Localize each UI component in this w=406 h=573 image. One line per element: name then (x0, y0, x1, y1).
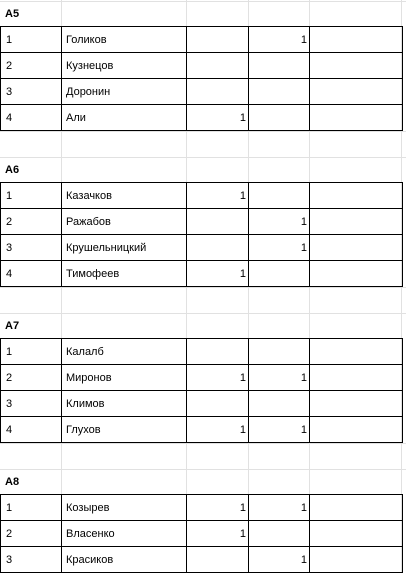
empty-cell[interactable] (310, 391, 403, 417)
score-cell-2[interactable]: 1 (249, 365, 310, 391)
table-row (1, 235, 403, 261)
group-label[interactable]: А8 (5, 476, 20, 488)
score-cell-1[interactable]: 1 (187, 261, 249, 287)
row-number-cell[interactable]: 3 (1, 235, 62, 261)
table-row (1, 105, 403, 131)
empty-cell[interactable] (310, 521, 403, 547)
score-cell-2[interactable]: 1 (249, 547, 310, 573)
player-name-cell[interactable]: Доронин (62, 79, 187, 105)
group-table (0, 494, 403, 573)
player-name-cell[interactable]: Глухов (62, 417, 187, 443)
table-row (1, 261, 403, 287)
empty-cell[interactable] (310, 209, 403, 235)
player-name-cell[interactable]: Климов (62, 391, 187, 417)
score-cell-1[interactable]: 1 (187, 183, 249, 209)
row-number-cell[interactable]: 2 (1, 365, 62, 391)
player-name-cell[interactable]: Голиков (62, 27, 187, 53)
row-number-cell[interactable]: 2 (1, 209, 62, 235)
score-cell-1[interactable] (187, 391, 249, 417)
player-name-cell[interactable]: Миронов (62, 365, 187, 391)
player-name-cell[interactable]: Калалб (62, 339, 187, 365)
empty-cell[interactable] (310, 27, 403, 53)
row-gridline (0, 157, 406, 158)
empty-cell[interactable] (310, 547, 403, 573)
row-gridline (0, 469, 406, 470)
player-name-cell[interactable]: Али (62, 105, 187, 131)
group-table (0, 338, 403, 443)
row-number-cell[interactable]: 3 (1, 547, 62, 573)
score-cell-2[interactable]: 1 (249, 495, 310, 521)
score-cell-2[interactable] (249, 339, 310, 365)
group-label[interactable]: А7 (5, 320, 20, 332)
player-name-cell[interactable]: Козырев (62, 495, 187, 521)
row-number-cell[interactable]: 4 (1, 261, 62, 287)
row-number-cell[interactable]: 2 (1, 53, 62, 79)
group-label[interactable]: А5 (5, 8, 20, 20)
player-name-cell[interactable]: Красиков (62, 547, 187, 573)
group-table (0, 182, 403, 287)
empty-cell[interactable] (310, 495, 403, 521)
score-cell-2[interactable]: 1 (249, 235, 310, 261)
row-number-cell[interactable]: 4 (1, 417, 62, 443)
score-cell-1[interactable] (187, 209, 249, 235)
player-name-cell[interactable]: Ражабов (62, 209, 187, 235)
group-label[interactable]: А6 (5, 164, 20, 176)
table-row (1, 53, 403, 79)
score-cell-2[interactable] (249, 391, 310, 417)
empty-cell[interactable] (310, 79, 403, 105)
row-gridline (0, 131, 406, 132)
score-cell-2[interactable] (249, 105, 310, 131)
score-cell-2[interactable]: 1 (249, 209, 310, 235)
score-cell-2[interactable] (249, 521, 310, 547)
table-row (1, 79, 403, 105)
row-gridline (0, 443, 406, 444)
table-row (1, 547, 403, 573)
score-cell-1[interactable] (187, 547, 249, 573)
empty-cell[interactable] (310, 365, 403, 391)
empty-cell[interactable] (310, 417, 403, 443)
row-number-cell[interactable]: 1 (1, 495, 62, 521)
table-row (1, 183, 403, 209)
score-cell-1[interactable]: 1 (187, 105, 249, 131)
table-row (1, 521, 403, 547)
player-name-cell[interactable]: Тимофеев (62, 261, 187, 287)
score-cell-1[interactable] (187, 235, 249, 261)
player-name-cell[interactable]: Крушельницкий (62, 235, 187, 261)
empty-cell[interactable] (310, 105, 403, 131)
row-number-cell[interactable]: 2 (1, 521, 62, 547)
score-cell-2[interactable]: 1 (249, 417, 310, 443)
score-cell-2[interactable] (249, 183, 310, 209)
row-number-cell[interactable]: 3 (1, 391, 62, 417)
empty-cell[interactable] (310, 183, 403, 209)
score-cell-2[interactable] (249, 261, 310, 287)
table-row (1, 495, 403, 521)
empty-cell[interactable] (310, 261, 403, 287)
row-number-cell[interactable]: 3 (1, 79, 62, 105)
empty-cell[interactable] (310, 235, 403, 261)
row-gridline (0, 1, 406, 2)
score-cell-1[interactable]: 1 (187, 365, 249, 391)
table-row (1, 27, 403, 53)
row-gridline (0, 287, 406, 288)
score-cell-1[interactable] (187, 339, 249, 365)
empty-cell[interactable] (310, 339, 403, 365)
row-number-cell[interactable]: 4 (1, 105, 62, 131)
group-table (0, 26, 403, 131)
table-row (1, 209, 403, 235)
empty-cell[interactable] (310, 53, 403, 79)
score-cell-2[interactable]: 1 (249, 27, 310, 53)
table-row (1, 365, 403, 391)
player-name-cell[interactable]: Кузнецов (62, 53, 187, 79)
score-cell-1[interactable]: 1 (187, 417, 249, 443)
table-row (1, 339, 403, 365)
score-cell-1[interactable] (187, 53, 249, 79)
row-gridline (0, 313, 406, 314)
score-cell-2[interactable] (249, 79, 310, 105)
score-cell-1[interactable]: 1 (187, 495, 249, 521)
player-name-cell[interactable]: Власенко (62, 521, 187, 547)
row-number-cell[interactable]: 1 (1, 339, 62, 365)
player-name-cell[interactable]: Казачков (62, 183, 187, 209)
score-cell-1[interactable]: 1 (187, 521, 249, 547)
row-number-cell[interactable]: 1 (1, 183, 62, 209)
table-row (1, 417, 403, 443)
score-cell-1[interactable] (187, 27, 249, 53)
table-row (1, 391, 403, 417)
score-cell-1[interactable] (187, 79, 249, 105)
score-cell-2[interactable] (249, 53, 310, 79)
row-number-cell[interactable]: 1 (1, 27, 62, 53)
